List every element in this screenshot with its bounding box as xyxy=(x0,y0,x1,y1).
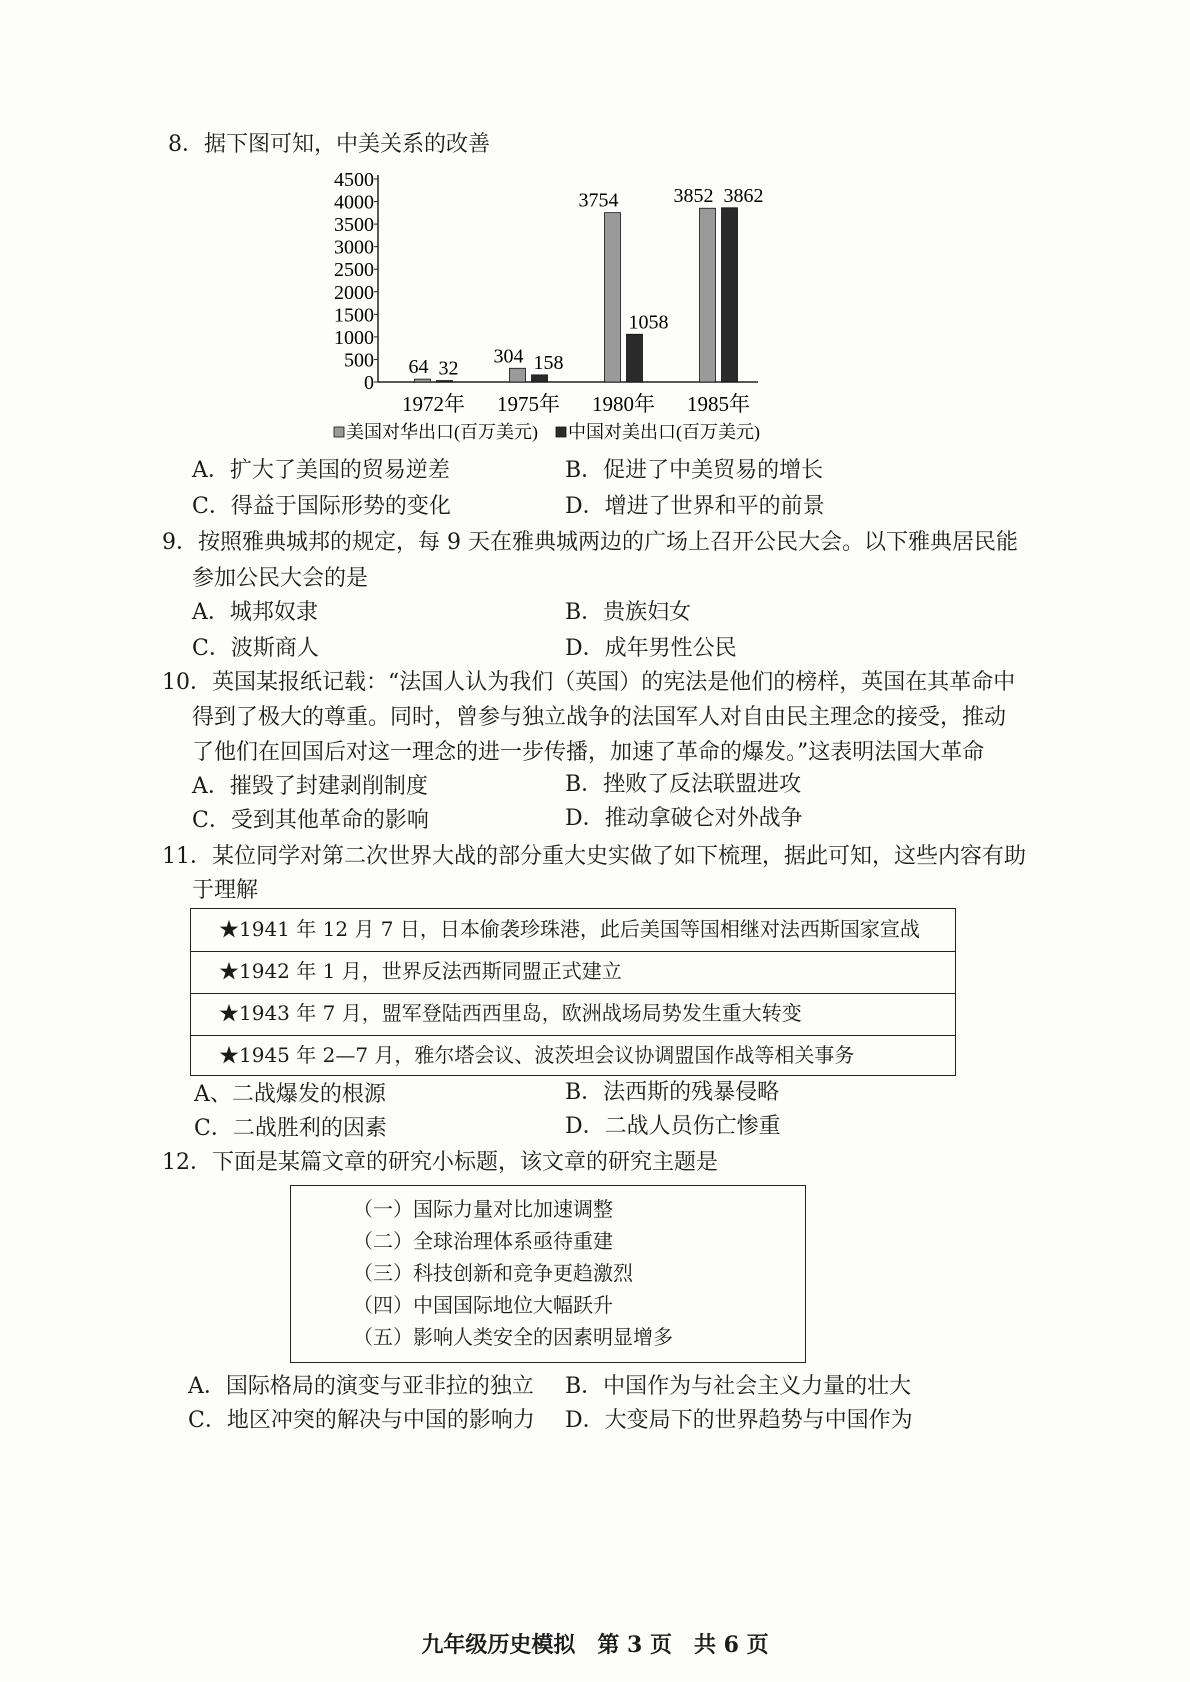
x-tick-label: 1980年 xyxy=(592,392,655,416)
bar-cn-export xyxy=(437,381,453,382)
q8-option-d[interactable]: D．增进了世界和平的前景 xyxy=(565,494,825,519)
q12-option-b[interactable]: B．中国作为与社会主义力量的壮大 xyxy=(565,1374,912,1399)
bar-value-label: 304 xyxy=(493,345,524,368)
q11-fact-row-3: ★1943 年 7 月，盟军登陆西西里岛，欧洲战场局势发生重大转变 xyxy=(191,993,955,1036)
q8-option-b[interactable]: B．促进了中美贸易的增长 xyxy=(565,458,824,483)
bar-us-export xyxy=(605,213,621,382)
q12-option-a[interactable]: A．国际格局的演变与亚非拉的独立 xyxy=(188,1374,534,1399)
q12-stem: 12．下面是某篇文章的研究小标题，该文章的研究主题是 xyxy=(162,1150,718,1175)
bar-cn-export xyxy=(722,208,738,382)
y-tick-label: 4000 xyxy=(334,191,374,214)
bar-us-export xyxy=(415,379,431,382)
bar-value-label: 3852 xyxy=(673,185,714,208)
q12-heading-3: （三）科技创新和竞争更趋激烈 xyxy=(353,1261,633,1285)
legend-label: 中国对美出口(百万美元) xyxy=(568,422,760,442)
bar-value-label: 64 xyxy=(408,356,429,379)
q9-stem-line-1: 9．按照雅典城邦的规定，每 9 天在雅典城两边的广场上召开公民大会。以下雅典居民能 xyxy=(162,530,1018,555)
q12-option-d[interactable]: D．大变局下的世界趋势与中国作为 xyxy=(565,1408,913,1433)
legend-label: 美国对华出口(百万美元) xyxy=(346,422,538,442)
q8-option-c[interactable]: C．得益于国际形势的变化 xyxy=(192,494,451,519)
q11-fact-table xyxy=(190,908,956,1076)
y-tick-label: 2500 xyxy=(334,259,374,282)
x-tick-label: 1972年 xyxy=(402,392,465,416)
q12-option-c[interactable]: C．地区冲突的解决与中国的影响力 xyxy=(188,1408,535,1433)
q9-option-a[interactable]: A．城邦奴隶 xyxy=(192,600,318,625)
bar-value-label: 1058 xyxy=(628,311,669,334)
bar-us-export xyxy=(510,368,526,382)
q10-option-c[interactable]: C．受到其他革命的影响 xyxy=(192,808,429,833)
q11-option-d[interactable]: D．二战人员伤亡惨重 xyxy=(565,1114,781,1139)
bar-cn-export xyxy=(532,375,548,382)
y-tick-label: 2000 xyxy=(334,281,374,304)
q11-fact-row-2: ★1942 年 1 月，世界反法西斯同盟正式建立 xyxy=(191,951,955,994)
q12-headings-box xyxy=(290,1185,806,1363)
y-tick-label: 3000 xyxy=(334,236,374,259)
q8-option-a[interactable]: A．扩大了美国的贸易逆差 xyxy=(192,458,450,483)
q11-fact-row-4: ★1945 年 2—7 月，雅尔塔会议、波茨坦会议协调盟国作战等相关事务 xyxy=(219,1043,855,1067)
y-tick-label: 4500 xyxy=(334,169,374,191)
q9-option-c[interactable]: C．波斯商人 xyxy=(192,636,319,661)
trade-bar-chart xyxy=(320,165,800,455)
q10-option-d[interactable]: D．推动拿破仑对外战争 xyxy=(565,806,803,831)
q9-option-b[interactable]: B．贵族妇女 xyxy=(565,600,692,625)
page-footer: 九年级历史模拟 第 3 页 共 6 页 xyxy=(421,1632,769,1658)
y-tick-label: 1500 xyxy=(334,304,374,327)
y-tick-label: 0 xyxy=(364,372,374,394)
q10-stem-line-1: 10．英国某报纸记载：“法国人认为我们（英国）的宪法是他们的榜样，英国在其革命中 xyxy=(162,670,1016,695)
legend-swatch xyxy=(556,427,566,437)
q10-option-b[interactable]: B．挫败了反法联盟进攻 xyxy=(565,772,802,797)
x-tick-label: 1985年 xyxy=(687,392,750,416)
q11-option-c[interactable]: C．二战胜利的因素 xyxy=(194,1116,387,1141)
bar-value-label: 158 xyxy=(533,351,564,374)
legend-swatch xyxy=(334,427,344,437)
bar-value-label: 32 xyxy=(438,357,459,380)
q10-stem-line-3: 了他们在回国后对这一理念的进一步传播，加速了革命的爆发。”这表明法国大革命 xyxy=(192,740,985,765)
q11-stem-line-1: 11．某位同学对第二次世界大战的部分重大史实做了如下梳理，据此可知，这些内容有助 xyxy=(162,844,1026,869)
q12-heading-1: （一）国际力量对比加速调整 xyxy=(353,1197,613,1221)
bar-cn-export xyxy=(627,334,643,382)
q12-heading-5: （五）影响人类安全的因素明显增多 xyxy=(353,1325,673,1349)
bar-value-label: 3754 xyxy=(578,189,619,212)
q8-stem: 8．据下图可知，中美关系的改善 xyxy=(168,132,490,157)
q10-option-a[interactable]: A．摧毁了封建剥削制度 xyxy=(192,774,428,799)
bar-value-label: 3862 xyxy=(723,184,764,207)
q11-stem-line-2: 于理解 xyxy=(192,878,259,903)
y-tick-label: 1000 xyxy=(334,326,374,349)
q9-option-d[interactable]: D．成年男性公民 xyxy=(565,636,737,661)
q9-stem-line-2: 参加公民大会的是 xyxy=(192,566,369,591)
y-tick-label: 3500 xyxy=(334,214,374,237)
q12-heading-4: （四）中国国际地位大幅跃升 xyxy=(353,1293,613,1317)
q11-option-a[interactable]: A、二战爆发的根源 xyxy=(194,1082,386,1107)
bar-us-export xyxy=(700,208,716,382)
x-tick-label: 1975年 xyxy=(497,392,560,416)
q10-stem-line-2: 得到了极大的尊重。同时，曾参与独立战争的法国军人对自由民主理念的接受，推动 xyxy=(192,705,1007,730)
q11-fact-row-1: ★1941 年 12 月 7 日，日本偷袭珍珠港，此后美国等国相继对法西斯国家宣战 xyxy=(191,909,955,952)
q12-heading-2: （二）全球治理体系亟待重建 xyxy=(353,1229,613,1253)
y-tick-label: 500 xyxy=(344,349,374,372)
q11-option-b[interactable]: B．法西斯的残暴侵略 xyxy=(565,1080,780,1105)
